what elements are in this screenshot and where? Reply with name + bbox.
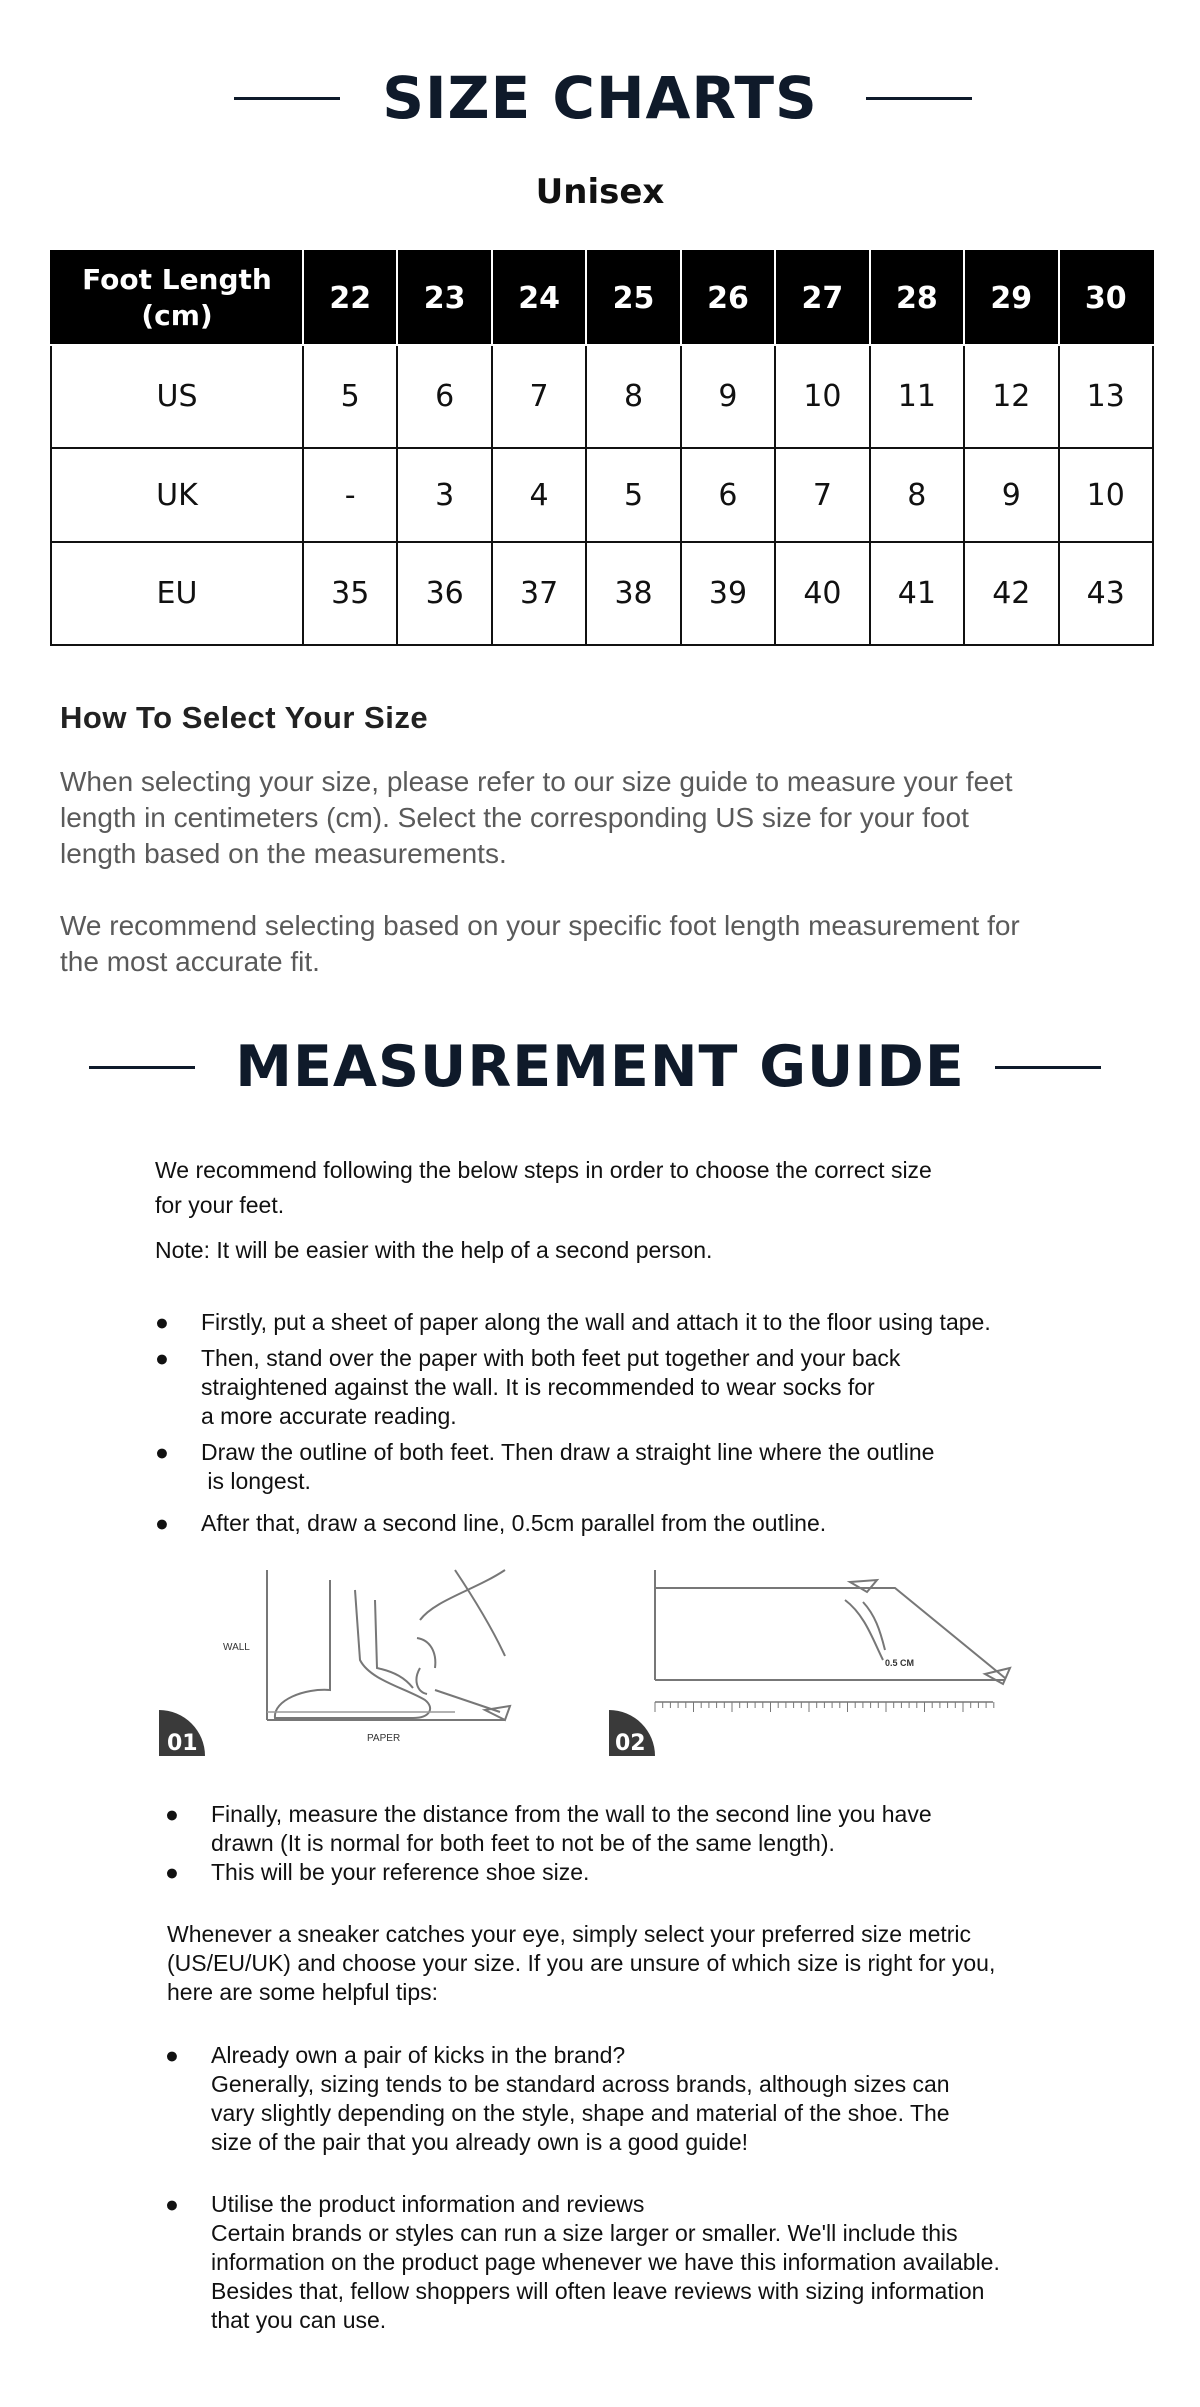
text-line: is longest. bbox=[201, 1468, 311, 1494]
text-line: This will be your reference shoe size. bbox=[211, 1859, 590, 1885]
size-cell: 41 bbox=[870, 542, 964, 645]
text-line: vary slightly depending on the style, shape and material of the shoe. The bbox=[211, 2100, 950, 2126]
text-line: When selecting your size, please refer to our size guide to measure your feet bbox=[60, 766, 1013, 797]
text-line: (US/EU/UK) and choose your size. If you are unsure of which size is right for you, bbox=[167, 1950, 996, 1976]
size-cell: 12 bbox=[964, 345, 1058, 448]
foot-length-cell: 27 bbox=[775, 251, 869, 345]
title-rule-right bbox=[866, 97, 972, 100]
size-cell: 7 bbox=[492, 345, 586, 448]
guide-intro bbox=[155, 1153, 1105, 1223]
size-cell: 10 bbox=[775, 345, 869, 448]
size-cell: 13 bbox=[1059, 345, 1154, 448]
list-item bbox=[165, 2041, 1125, 2157]
size-charts-title: SIZE CHARTS bbox=[382, 64, 818, 132]
foot-length-header-line1: Foot Length bbox=[82, 263, 272, 297]
text-line: for your feet. bbox=[155, 1192, 285, 1218]
ankle-line bbox=[375, 1600, 413, 1688]
size-chart-subtitle: Unisex bbox=[535, 172, 665, 212]
how-to-heading: How To Select Your Size bbox=[60, 700, 429, 735]
guide-note: Note: It will be easier with the help of a second person. bbox=[155, 1237, 713, 1263]
text-line: length in centimeters (cm). Select the corresponding US size for your foot bbox=[60, 802, 969, 833]
text-line: that you can use. bbox=[211, 2307, 387, 2333]
paper-label: PAPER bbox=[367, 1733, 401, 1744]
bullet-icon: ● bbox=[165, 2191, 179, 2217]
size-cell: 35 bbox=[303, 542, 397, 645]
bullet-icon: ● bbox=[155, 1309, 169, 1335]
foot-length-cell: 23 bbox=[397, 251, 491, 345]
list-item bbox=[165, 2190, 1125, 2335]
foot-length-cell: 25 bbox=[586, 251, 680, 345]
text-line: size of the pair that you already own is a good guide! bbox=[211, 2129, 749, 2155]
bullet-icon: ● bbox=[155, 1510, 169, 1536]
text-line: Generally, sizing tends to be standard across brands, although sizes can bbox=[211, 2071, 950, 2097]
tips-list bbox=[165, 2041, 1125, 2335]
list-item bbox=[165, 1858, 1115, 1887]
text-line: Besides that, fellow shoppers will often leave reviews with sizing information bbox=[211, 2278, 985, 2304]
whenever-paragraph bbox=[167, 1920, 1127, 2007]
foot-length-cell: 22 bbox=[303, 251, 397, 345]
size-cell: 3 bbox=[397, 448, 491, 542]
text-line: length based on the measurements. bbox=[60, 838, 507, 869]
wall-label: WALL bbox=[223, 1642, 250, 1653]
foot-length-cell: 26 bbox=[681, 251, 775, 345]
figure-step-02 bbox=[605, 1560, 1035, 1760]
bullet-icon: ● bbox=[155, 1439, 169, 1465]
text-line: Certain brands or styles can run a size larger or smaller. We'll include this bbox=[211, 2220, 958, 2246]
list-item bbox=[155, 1438, 1105, 1496]
bullet-icon: ● bbox=[155, 1345, 169, 1371]
step-number-02: 02 bbox=[615, 1731, 646, 1756]
text-line: Whenever a sneaker catches your eye, simply select your preferred size metric bbox=[167, 1921, 972, 1947]
tip-title: Already own a pair of kicks in the brand? bbox=[211, 2042, 626, 2068]
size-cell: 42 bbox=[964, 542, 1058, 645]
foot-length-cell: 30 bbox=[1059, 251, 1154, 345]
text-line: We recommend selecting based on your specific foot length measurement for bbox=[60, 910, 1020, 941]
measurement-guide-title: MEASUREMENT GUIDE bbox=[235, 1034, 965, 1100]
how-to-paragraph-2 bbox=[60, 908, 1140, 980]
size-cell: 8 bbox=[586, 345, 680, 448]
size-cell: - bbox=[303, 448, 397, 542]
row-label: US bbox=[51, 345, 303, 448]
steps-list bbox=[155, 1307, 1105, 1538]
paper-outline bbox=[655, 1588, 1005, 1678]
figure-step-01 bbox=[155, 1560, 575, 1760]
size-cell: 5 bbox=[303, 345, 397, 448]
size-row-eu bbox=[51, 542, 1153, 645]
foot-length-cell: 28 bbox=[870, 251, 964, 345]
text-line: drawn (It is normal for both feet to not be of the same length). bbox=[211, 1830, 835, 1856]
text-line: After that, draw a second line, 0.5cm parallel from the outline. bbox=[201, 1510, 827, 1536]
size-cell: 9 bbox=[681, 345, 775, 448]
foot-length-cell: 29 bbox=[964, 251, 1058, 345]
offset-label: 0.5 CM bbox=[885, 1658, 915, 1668]
paper-corner bbox=[850, 1580, 1010, 1684]
size-row-us bbox=[51, 345, 1153, 448]
outline-line bbox=[845, 1600, 885, 1660]
size-cell: 39 bbox=[681, 542, 775, 645]
row-label: UK bbox=[51, 448, 303, 542]
size-chart-table bbox=[50, 250, 1154, 646]
size-cell: 10 bbox=[1059, 448, 1154, 542]
size-cell: 38 bbox=[586, 542, 680, 645]
text-line: Then, stand over the paper with both feet put together and your back bbox=[201, 1345, 901, 1371]
size-cell: 43 bbox=[1059, 542, 1154, 645]
size-cell: 6 bbox=[681, 448, 775, 542]
size-cell: 37 bbox=[492, 542, 586, 645]
how-to-paragraph-1 bbox=[60, 764, 1140, 872]
foot-length-cell: 24 bbox=[492, 251, 586, 345]
row-label: EU bbox=[51, 542, 303, 645]
foot-length-header bbox=[51, 251, 303, 345]
text-line: here are some helpful tips: bbox=[167, 1979, 439, 2005]
list-item bbox=[155, 1307, 1105, 1337]
text-line: straightened against the wall. It is recommended to wear socks for bbox=[201, 1374, 875, 1400]
list-item bbox=[155, 1508, 1105, 1538]
bullet-icon: ● bbox=[165, 2042, 179, 2068]
size-cell: 4 bbox=[492, 448, 586, 542]
size-cell: 36 bbox=[397, 542, 491, 645]
size-row-uk bbox=[51, 448, 1153, 542]
steps-list-2 bbox=[165, 1800, 1115, 1887]
text-line: information on the product page whenever we have this information available. bbox=[211, 2249, 1000, 2275]
size-cell: 7 bbox=[775, 448, 869, 542]
hand-icon bbox=[416, 1570, 505, 1694]
size-cell: 5 bbox=[586, 448, 680, 542]
size-cell: 11 bbox=[870, 345, 964, 448]
title-rule-right bbox=[995, 1066, 1101, 1069]
text-line: Draw the outline of both feet. Then draw a straight line where the outline bbox=[201, 1439, 935, 1465]
bullet-icon: ● bbox=[165, 1859, 179, 1885]
list-item bbox=[155, 1344, 1105, 1431]
size-cell: 9 bbox=[964, 448, 1058, 542]
foot-outline-icon bbox=[275, 1580, 430, 1718]
foot-length-header-line2: (cm) bbox=[141, 299, 213, 333]
list-item bbox=[165, 1800, 1115, 1858]
text-line: a more accurate reading. bbox=[201, 1403, 457, 1429]
size-table-header-row bbox=[51, 251, 1153, 345]
size-cell: 6 bbox=[397, 345, 491, 448]
text-line: Firstly, put a sheet of paper along the wall and attach it to the floor using tape. bbox=[201, 1309, 991, 1335]
text-line: Finally, measure the distance from the wall to the second line you have bbox=[211, 1801, 932, 1827]
step-number-01: 01 bbox=[167, 1731, 198, 1756]
tip-title: Utilise the product information and reviews bbox=[211, 2191, 645, 2217]
bullet-icon: ● bbox=[165, 1801, 179, 1827]
size-cell: 40 bbox=[775, 542, 869, 645]
text-line: the most accurate fit. bbox=[60, 946, 320, 977]
text-line: We recommend following the below steps in order to choose the correct size bbox=[155, 1157, 932, 1183]
ruler-ticks bbox=[655, 1702, 994, 1712]
size-cell: 8 bbox=[870, 448, 964, 542]
